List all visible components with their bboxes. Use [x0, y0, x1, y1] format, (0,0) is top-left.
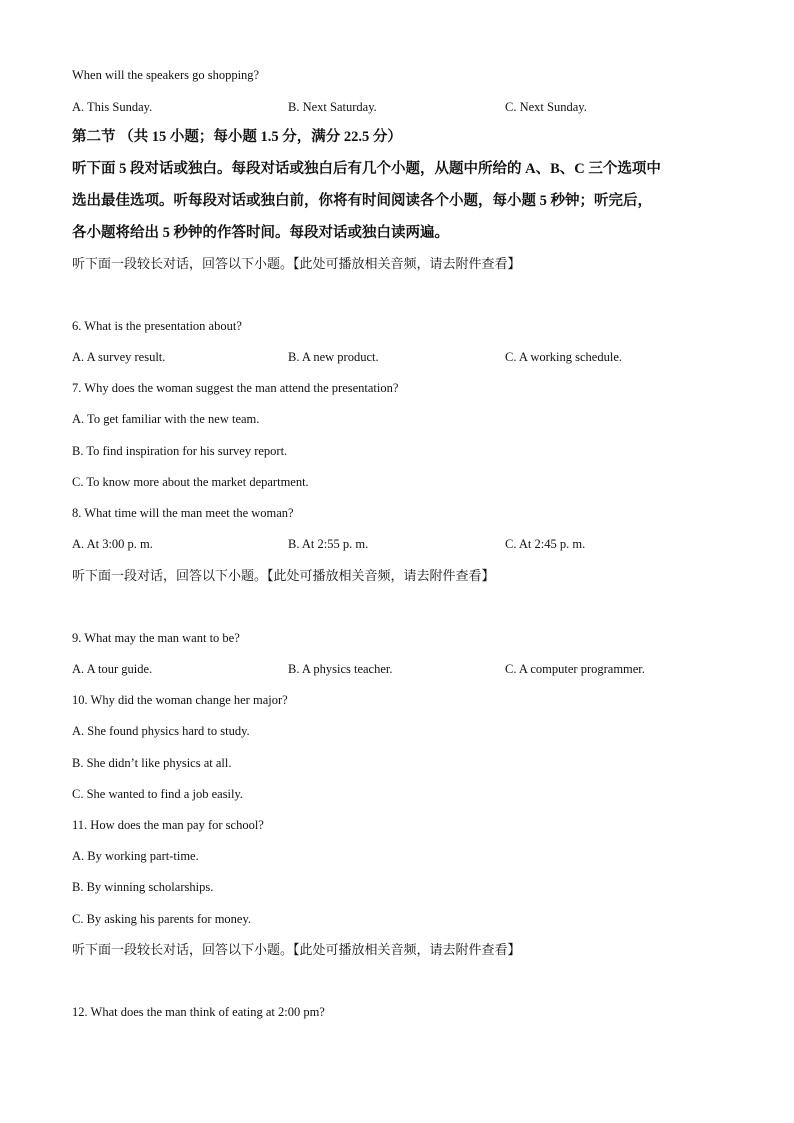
q11-stem: 11. How does the man pay for school? [72, 818, 264, 832]
q6-option-b: B. A new product. [288, 350, 379, 364]
section2-instruction-1: 听下面 5 段对话或独白。每段对话或独白后有几个小题，从题中所给的 A、B、C 三个选项中 [72, 161, 661, 177]
q11-option-c: C. By asking his parents for money. [72, 912, 252, 926]
section2-instruction-3: 各小题将给出 5 秒钟的作答时间。每段对话或独白读两遍。 [72, 225, 449, 241]
q11-option-b: B. By winning scholarships. [72, 880, 214, 894]
q7-option-c: C. To know more about the market department. [72, 475, 309, 489]
q11-option-a: A. By working part-time. [72, 849, 199, 863]
q12-stem: 12. What does the man think of eating at 2:00 pm? [72, 1005, 325, 1019]
q7-option-b: B. To find inspiration for his survey report. [72, 444, 288, 458]
q8-option-b: B. At 2:55 p. m. [288, 537, 369, 551]
section2-instruction-2: 选出最佳选项。听每段对话或独白前，你将有时间阅读各个小题，每小题 5 秒钟；听完后， [72, 193, 652, 209]
q5-option-b: B. Next Saturday. [288, 100, 377, 114]
q7-option-a: A. To get familiar with the new team. [72, 412, 260, 426]
listen-instruction-long-2: 听下面一段较长对话，回答以下小题。【此处可播放相关音频，请去附件查看】 [72, 942, 521, 957]
q10-option-a: A. She found physics hard to study. [72, 724, 250, 738]
q9-stem: 9. What may the man want to be? [72, 631, 240, 645]
q5-option-a: A. This Sunday. [72, 100, 153, 114]
q9-option-b: B. A physics teacher. [288, 662, 393, 676]
q7-stem: 7. Why does the woman suggest the man attend the presentation? [72, 381, 399, 395]
q6-stem: 6. What is the presentation about? [72, 319, 242, 333]
q5-stem: When will the speakers go shopping? [72, 68, 260, 82]
q6-option-a: A. A survey result. [72, 350, 166, 364]
q5-option-c: C. Next Sunday. [505, 100, 587, 114]
listen-instruction-short: 听下面一段对话，回答以下小题。【此处可播放相关音频，请去附件查看】 [72, 568, 495, 583]
q10-option-b: B. She didn’t like physics at all. [72, 756, 232, 770]
section2-heading: 第二节 （共 15 小题；每小题 1.5 分，满分 22.5 分） [72, 129, 402, 145]
q8-option-c: C. At 2:45 p. m. [505, 537, 586, 551]
q8-stem: 8. What time will the man meet the woman? [72, 506, 294, 520]
listen-instruction-long: 听下面一段较长对话，回答以下小题。【此处可播放相关音频，请去附件查看】 [72, 256, 521, 271]
q10-option-c: C. She wanted to find a job easily. [72, 787, 244, 801]
q6-option-c: C. A working schedule. [505, 350, 623, 364]
q9-option-c: C. A computer programmer. [505, 662, 645, 676]
q8-option-a: A. At 3:00 p. m. [72, 537, 153, 551]
q9-option-a: A. A tour guide. [72, 662, 153, 676]
q10-stem: 10. Why did the woman change her major? [72, 693, 288, 707]
